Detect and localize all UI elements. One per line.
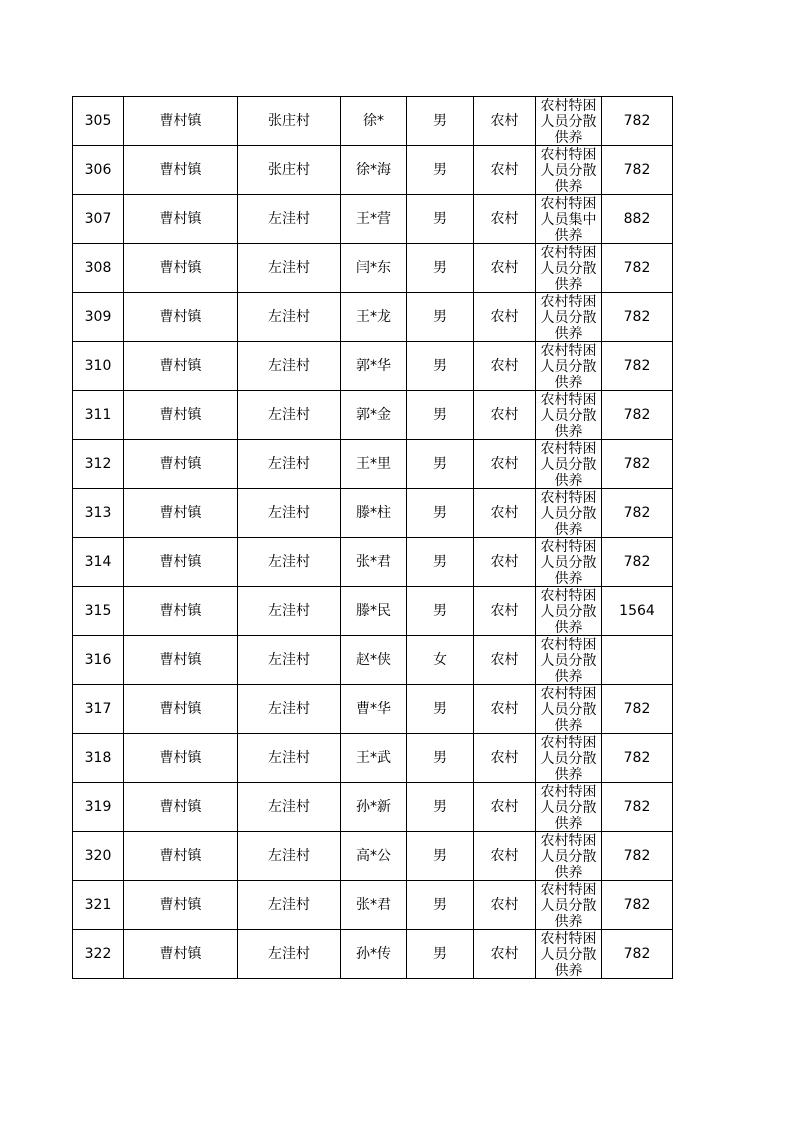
village-cell: 左洼村 (238, 391, 341, 440)
person-name-cell: 闫*东 (341, 244, 407, 293)
recipient-table (72, 96, 673, 979)
amount-cell (602, 636, 673, 685)
town-cell: 曹村镇 (124, 244, 238, 293)
serial-number-cell: 305 (73, 97, 124, 146)
support-category-text: 农村特困人员分散供养 (540, 686, 597, 733)
town-cell: 曹村镇 (124, 97, 238, 146)
amount-cell: 782 (602, 930, 673, 979)
support-category-text: 农村特困人员分散供养 (540, 441, 597, 488)
serial-number-cell: 314 (73, 538, 124, 587)
person-name-cell: 王*武 (341, 734, 407, 783)
area-type-cell: 农村 (474, 587, 536, 636)
amount-cell: 782 (602, 881, 673, 930)
sex-cell: 男 (407, 489, 474, 538)
amount-cell: 782 (602, 489, 673, 538)
support-category-cell (536, 636, 602, 685)
support-category-text: 农村特困人员分散供养 (540, 490, 597, 537)
sex-cell: 男 (407, 832, 474, 881)
area-type-cell: 农村 (474, 195, 536, 244)
area-type-cell: 农村 (474, 685, 536, 734)
sex-cell: 男 (407, 783, 474, 832)
amount-cell: 782 (602, 146, 673, 195)
person-name-cell: 王*营 (341, 195, 407, 244)
sex-cell: 男 (407, 244, 474, 293)
person-name-cell: 张*君 (341, 881, 407, 930)
serial-number-cell: 315 (73, 587, 124, 636)
person-name-cell: 赵*侠 (341, 636, 407, 685)
support-category-cell (536, 783, 602, 832)
table-row (73, 293, 673, 342)
sex-cell: 男 (407, 342, 474, 391)
serial-number-cell: 316 (73, 636, 124, 685)
table-row (73, 146, 673, 195)
person-name-cell: 徐*海 (341, 146, 407, 195)
village-cell: 左洼村 (238, 832, 341, 881)
serial-number-cell: 321 (73, 881, 124, 930)
area-type-cell: 农村 (474, 293, 536, 342)
area-type-cell: 农村 (474, 440, 536, 489)
sex-cell: 男 (407, 538, 474, 587)
person-name-cell: 孙*传 (341, 930, 407, 979)
sex-cell: 男 (407, 930, 474, 979)
amount-cell: 782 (602, 734, 673, 783)
sex-cell: 男 (407, 734, 474, 783)
serial-number-cell: 319 (73, 783, 124, 832)
area-type-cell: 农村 (474, 146, 536, 195)
person-name-cell: 滕*民 (341, 587, 407, 636)
serial-number-cell: 322 (73, 930, 124, 979)
serial-number-cell: 311 (73, 391, 124, 440)
amount-cell: 882 (602, 195, 673, 244)
village-cell: 左洼村 (238, 293, 341, 342)
serial-number-cell: 308 (73, 244, 124, 293)
table-body (73, 97, 673, 979)
table-row (73, 930, 673, 979)
serial-number-cell: 313 (73, 489, 124, 538)
village-cell: 左洼村 (238, 783, 341, 832)
person-name-cell: 张*君 (341, 538, 407, 587)
sex-cell: 男 (407, 685, 474, 734)
sex-cell: 男 (407, 293, 474, 342)
village-cell: 张庄村 (238, 146, 341, 195)
person-name-cell: 王*龙 (341, 293, 407, 342)
area-type-cell: 农村 (474, 783, 536, 832)
support-category-cell (536, 293, 602, 342)
sex-cell: 男 (407, 391, 474, 440)
amount-cell: 782 (602, 783, 673, 832)
town-cell: 曹村镇 (124, 342, 238, 391)
amount-cell: 782 (602, 97, 673, 146)
support-category-cell (536, 440, 602, 489)
area-type-cell: 农村 (474, 538, 536, 587)
amount-cell: 782 (602, 685, 673, 734)
table-row (73, 587, 673, 636)
support-category-text: 农村特困人员分散供养 (540, 931, 597, 978)
support-category-cell (536, 146, 602, 195)
sex-cell: 男 (407, 440, 474, 489)
support-category-text: 农村特困人员分散供养 (540, 833, 597, 880)
village-cell: 左洼村 (238, 930, 341, 979)
support-category-text: 农村特困人员分散供养 (540, 882, 597, 929)
support-category-text: 农村特困人员分散供养 (540, 637, 597, 684)
support-category-cell (536, 97, 602, 146)
village-cell: 左洼村 (238, 195, 341, 244)
person-name-cell: 滕*柱 (341, 489, 407, 538)
support-category-text: 农村特困人员分散供养 (540, 147, 597, 194)
sex-cell: 男 (407, 97, 474, 146)
amount-cell: 1564 (602, 587, 673, 636)
area-type-cell: 农村 (474, 734, 536, 783)
table-row (73, 881, 673, 930)
village-cell: 张庄村 (238, 97, 341, 146)
sex-cell: 男 (407, 881, 474, 930)
town-cell: 曹村镇 (124, 440, 238, 489)
person-name-cell: 曹*华 (341, 685, 407, 734)
sex-cell: 男 (407, 587, 474, 636)
village-cell: 左洼村 (238, 734, 341, 783)
town-cell: 曹村镇 (124, 881, 238, 930)
amount-cell: 782 (602, 293, 673, 342)
support-category-text: 农村特困人员分散供养 (540, 539, 597, 586)
village-cell: 左洼村 (238, 538, 341, 587)
town-cell: 曹村镇 (124, 489, 238, 538)
table-row (73, 538, 673, 587)
town-cell: 曹村镇 (124, 293, 238, 342)
support-category-text: 农村特困人员分散供养 (540, 98, 597, 145)
support-category-text: 农村特困人员分散供养 (540, 588, 597, 635)
town-cell: 曹村镇 (124, 734, 238, 783)
area-type-cell: 农村 (474, 832, 536, 881)
serial-number-cell: 320 (73, 832, 124, 881)
support-category-cell (536, 832, 602, 881)
town-cell: 曹村镇 (124, 832, 238, 881)
support-category-cell (536, 195, 602, 244)
village-cell: 左洼村 (238, 881, 341, 930)
support-category-cell (536, 538, 602, 587)
support-category-cell (536, 244, 602, 293)
table-row (73, 195, 673, 244)
serial-number-cell: 317 (73, 685, 124, 734)
area-type-cell: 农村 (474, 881, 536, 930)
village-cell: 左洼村 (238, 440, 341, 489)
village-cell: 左洼村 (238, 685, 341, 734)
table-row (73, 832, 673, 881)
person-name-cell: 孙*新 (341, 783, 407, 832)
serial-number-cell: 307 (73, 195, 124, 244)
support-category-text: 农村特困人员集中供养 (540, 196, 597, 243)
table-row (73, 244, 673, 293)
person-name-cell: 高*公 (341, 832, 407, 881)
village-cell: 左洼村 (238, 587, 341, 636)
town-cell: 曹村镇 (124, 685, 238, 734)
area-type-cell: 农村 (474, 489, 536, 538)
table-row (73, 783, 673, 832)
support-category-text: 农村特困人员分散供养 (540, 343, 597, 390)
serial-number-cell: 309 (73, 293, 124, 342)
village-cell: 左洼村 (238, 636, 341, 685)
town-cell: 曹村镇 (124, 391, 238, 440)
village-cell: 左洼村 (238, 244, 341, 293)
support-category-cell (536, 342, 602, 391)
table-row (73, 734, 673, 783)
support-category-cell (536, 489, 602, 538)
area-type-cell: 农村 (474, 97, 536, 146)
town-cell: 曹村镇 (124, 146, 238, 195)
serial-number-cell: 306 (73, 146, 124, 195)
town-cell: 曹村镇 (124, 587, 238, 636)
serial-number-cell: 310 (73, 342, 124, 391)
person-name-cell: 徐* (341, 97, 407, 146)
area-type-cell: 农村 (474, 342, 536, 391)
amount-cell: 782 (602, 440, 673, 489)
table-row (73, 391, 673, 440)
person-name-cell: 郭*华 (341, 342, 407, 391)
support-category-cell (536, 391, 602, 440)
support-category-cell (536, 930, 602, 979)
village-cell: 左洼村 (238, 342, 341, 391)
support-category-text: 农村特困人员分散供养 (540, 784, 597, 831)
serial-number-cell: 318 (73, 734, 124, 783)
table-row (73, 489, 673, 538)
support-category-cell (536, 685, 602, 734)
area-type-cell: 农村 (474, 244, 536, 293)
area-type-cell: 农村 (474, 391, 536, 440)
support-category-cell (536, 881, 602, 930)
amount-cell: 782 (602, 832, 673, 881)
support-category-text: 农村特困人员分散供养 (540, 392, 597, 439)
support-category-text: 农村特困人员分散供养 (540, 294, 597, 341)
person-name-cell: 郭*金 (341, 391, 407, 440)
person-name-cell: 王*里 (341, 440, 407, 489)
amount-cell: 782 (602, 342, 673, 391)
village-cell: 左洼村 (238, 489, 341, 538)
amount-cell: 782 (602, 538, 673, 587)
support-category-text: 农村特困人员分散供养 (540, 245, 597, 292)
town-cell: 曹村镇 (124, 538, 238, 587)
amount-cell: 782 (602, 391, 673, 440)
sex-cell: 男 (407, 195, 474, 244)
amount-cell: 782 (602, 244, 673, 293)
table-row (73, 440, 673, 489)
area-type-cell: 农村 (474, 636, 536, 685)
town-cell: 曹村镇 (124, 195, 238, 244)
table-row (73, 342, 673, 391)
town-cell: 曹村镇 (124, 930, 238, 979)
support-category-text: 农村特困人员分散供养 (540, 735, 597, 782)
area-type-cell: 农村 (474, 930, 536, 979)
table-row (73, 97, 673, 146)
table-row (73, 636, 673, 685)
town-cell: 曹村镇 (124, 636, 238, 685)
table-row (73, 685, 673, 734)
support-category-cell (536, 734, 602, 783)
town-cell: 曹村镇 (124, 783, 238, 832)
sex-cell: 女 (407, 636, 474, 685)
serial-number-cell: 312 (73, 440, 124, 489)
support-category-cell (536, 587, 602, 636)
sex-cell: 男 (407, 146, 474, 195)
